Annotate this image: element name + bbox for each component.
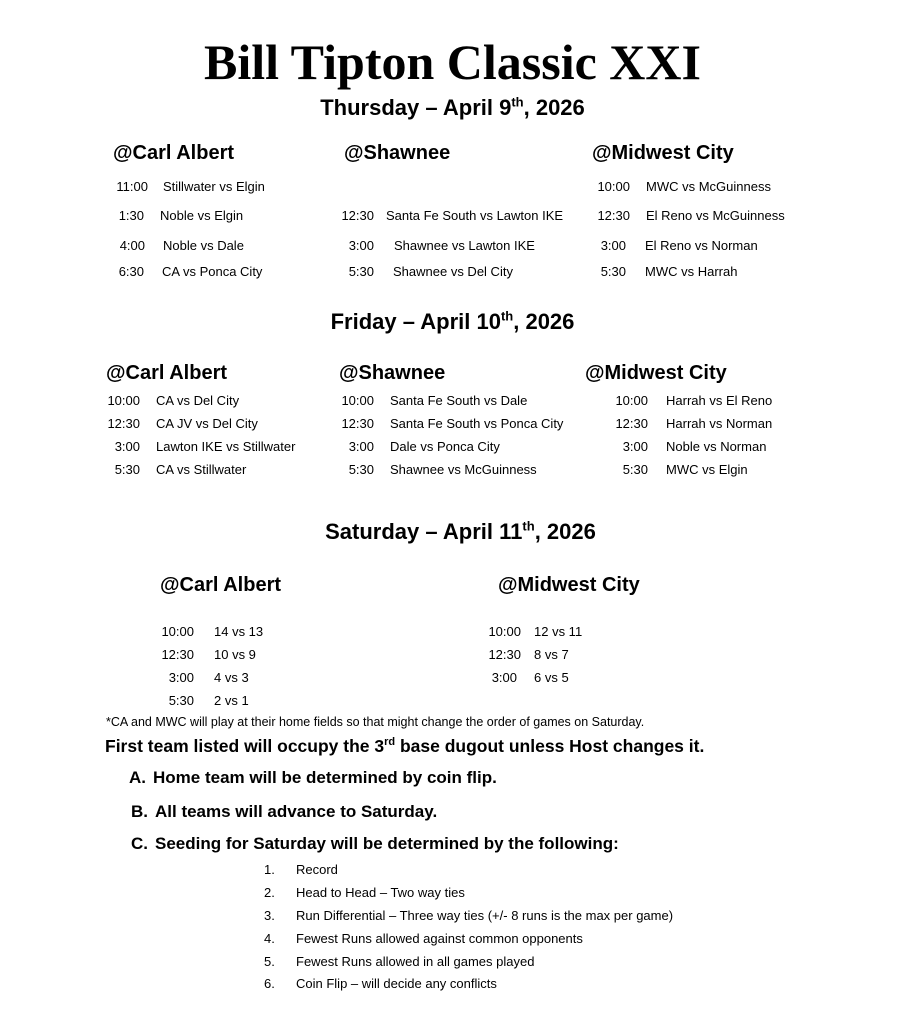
footnote: *CA and MWC will play at their home fields so that might change the order of games on Saturday. <box>106 715 645 729</box>
venue-heading-midwest-city: @Midwest City <box>585 362 727 384</box>
criterion-number: 3. <box>264 908 275 923</box>
game-row <box>336 237 535 254</box>
game-matchup: El Reno vs McGuinness <box>646 208 785 223</box>
venue-heading-midwest-city: @Midwest City <box>592 142 734 164</box>
game-matchup: Santa Fe South vs Ponca City <box>390 416 564 431</box>
criterion-text: Record <box>296 862 338 877</box>
rule-letter: C. <box>131 834 148 853</box>
rule-letter: B. <box>131 802 148 821</box>
game-time: 12:30 <box>615 416 648 431</box>
game-time: 5:30 <box>348 462 374 477</box>
game-time: 10:00 <box>615 393 648 408</box>
game-matchup: Lawton IKE vs Stillwater <box>156 439 296 454</box>
game-matchup: Noble vs Elgin <box>160 208 244 223</box>
game-row <box>613 415 772 432</box>
rule-item <box>131 833 619 855</box>
game-matchup: MWC vs McGuinness <box>646 179 771 194</box>
game-row <box>613 461 748 478</box>
game-row <box>106 263 262 280</box>
page-title: Bill Tipton Classic XXI <box>204 34 701 90</box>
game-time: 6:30 <box>118 264 144 279</box>
seeding-criterion <box>264 953 534 970</box>
game-time: 12:30 <box>107 416 140 431</box>
seeding-criterion <box>264 930 583 947</box>
game-time: 10:00 <box>341 393 374 408</box>
dugout-rule: First team listed will occupy the 3rd base dugout unless Host changes it. <box>105 736 705 756</box>
rule-letter: A. <box>129 768 146 787</box>
game-matchup: MWC vs Harrah <box>645 264 738 279</box>
criterion-text: Fewest Runs allowed against common opponents <box>296 931 583 946</box>
game-matchup: Shawnee vs Lawton IKE <box>394 238 535 253</box>
game-matchup: CA JV vs Del City <box>156 416 258 431</box>
game-matchup: 4 vs 3 <box>214 670 249 685</box>
game-time: 10:00 <box>597 179 630 194</box>
game-row <box>592 263 737 280</box>
criterion-text: Head to Head – Two way ties <box>296 885 465 900</box>
seeding-criterion <box>264 975 497 992</box>
game-time: 12:30 <box>341 208 374 223</box>
rule-text: All teams will advance to Saturday. <box>155 802 438 821</box>
game-row <box>159 692 249 709</box>
game-matchup: Noble vs Dale <box>163 238 244 253</box>
game-matchup: El Reno vs Norman <box>645 238 758 253</box>
game-time: 3:00 <box>114 439 140 454</box>
rule-item <box>131 801 437 823</box>
game-row <box>105 415 258 432</box>
game-row <box>613 392 772 409</box>
game-time: 5:30 <box>600 264 626 279</box>
criterion-number: 1. <box>264 862 275 877</box>
criterion-number: 4. <box>264 931 275 946</box>
game-time: 12:30 <box>488 647 521 662</box>
venue-heading-carl-albert: @Carl Albert <box>106 362 228 384</box>
game-row <box>336 207 563 224</box>
game-time: 4:00 <box>119 238 145 253</box>
game-row <box>105 461 246 478</box>
game-row <box>159 669 249 686</box>
game-time: 3:00 <box>348 439 374 454</box>
venue-heading-carl-albert: @Carl Albert <box>160 574 282 596</box>
game-matchup: 14 vs 13 <box>214 624 264 639</box>
game-matchup: Shawnee vs Del City <box>393 264 513 279</box>
game-row <box>106 237 244 254</box>
game-time: 3:00 <box>622 439 648 454</box>
game-row <box>486 623 582 640</box>
venue-heading-shawnee: @Shawnee <box>344 142 451 164</box>
game-row <box>592 207 785 224</box>
game-row <box>339 392 527 409</box>
day-heading-saturday: Saturday – April 11th, 2026 <box>325 518 596 544</box>
criterion-number: 6. <box>264 976 275 991</box>
game-matchup: Santa Fe South vs Lawton IKE <box>386 208 564 223</box>
rule-item <box>129 767 497 789</box>
criterion-number: 5. <box>264 954 275 969</box>
venue-heading-shawnee: @Shawnee <box>339 362 446 384</box>
game-matchup: CA vs Del City <box>156 393 240 408</box>
game-row <box>105 392 239 409</box>
venue-heading-carl-albert: @Carl Albert <box>113 142 235 164</box>
game-row <box>159 646 256 663</box>
game-matchup: Stillwater vs Elgin <box>163 179 265 194</box>
game-row <box>336 263 513 280</box>
game-matchup: CA vs Stillwater <box>156 462 247 477</box>
game-row <box>106 207 243 224</box>
game-row <box>159 623 263 640</box>
game-matchup: Santa Fe South vs Dale <box>390 393 528 408</box>
game-matchup: Harrah vs Norman <box>666 416 773 431</box>
game-row <box>339 461 537 478</box>
game-matchup: CA vs Ponca City <box>162 264 263 279</box>
game-time: 5:30 <box>168 693 194 708</box>
game-time: 12:30 <box>161 647 194 662</box>
day-heading-thursday: Thursday – April 9th, 2026 <box>320 94 585 120</box>
game-row <box>339 438 500 455</box>
game-matchup: 10 vs 9 <box>214 647 256 662</box>
game-row <box>613 438 766 455</box>
game-time: 3:00 <box>600 238 626 253</box>
game-matchup: 6 vs 5 <box>534 670 569 685</box>
day-heading-friday: Friday – April 10th, 2026 <box>330 308 575 334</box>
seeding-criterion <box>264 907 673 924</box>
game-matchup: 8 vs 7 <box>534 647 569 662</box>
game-time: 5:30 <box>114 462 140 477</box>
game-row <box>486 669 569 686</box>
game-matchup: MWC vs Elgin <box>666 462 748 477</box>
game-row <box>592 237 758 254</box>
rule-text: Seeding for Saturday will be determined by the following: <box>155 834 619 853</box>
game-time: 10:00 <box>107 393 140 408</box>
game-time: 12:30 <box>597 208 630 223</box>
game-time: 11:00 <box>116 179 148 194</box>
seeding-criterion <box>264 861 338 878</box>
seeding-criterion <box>264 884 465 901</box>
game-matchup: Shawnee vs McGuinness <box>390 462 537 477</box>
game-row <box>106 178 265 195</box>
game-time: 3:00 <box>168 670 194 685</box>
criterion-text: Fewest Runs allowed in all games played <box>296 954 535 969</box>
criterion-text: Coin Flip – will decide any conflicts <box>296 976 497 991</box>
game-matchup: Dale vs Ponca City <box>390 439 500 454</box>
game-row <box>592 178 771 195</box>
game-matchup: Noble vs Norman <box>666 439 767 454</box>
game-matchup: 2 vs 1 <box>214 693 249 708</box>
criterion-number: 2. <box>264 885 275 900</box>
game-time: 12:30 <box>341 416 374 431</box>
game-time: 1:30 <box>118 208 144 223</box>
game-time: 5:30 <box>622 462 648 477</box>
venue-heading-midwest-city: @Midwest City <box>498 574 640 596</box>
rule-text: Home team will be determined by coin flip. <box>153 768 497 787</box>
game-time: 3:00 <box>348 238 374 253</box>
criterion-text: Run Differential – Three way ties (+/- 8 runs is the max per game) <box>296 908 674 923</box>
game-row <box>105 438 295 455</box>
game-time: 10:00 <box>488 624 521 639</box>
game-matchup: Harrah vs El Reno <box>666 393 773 408</box>
game-time: 10:00 <box>161 624 194 639</box>
game-row <box>339 415 563 432</box>
game-time: 3:00 <box>491 670 517 685</box>
game-matchup: 12 vs 11 <box>534 624 583 639</box>
game-row <box>486 646 569 663</box>
game-time: 5:30 <box>348 264 374 279</box>
